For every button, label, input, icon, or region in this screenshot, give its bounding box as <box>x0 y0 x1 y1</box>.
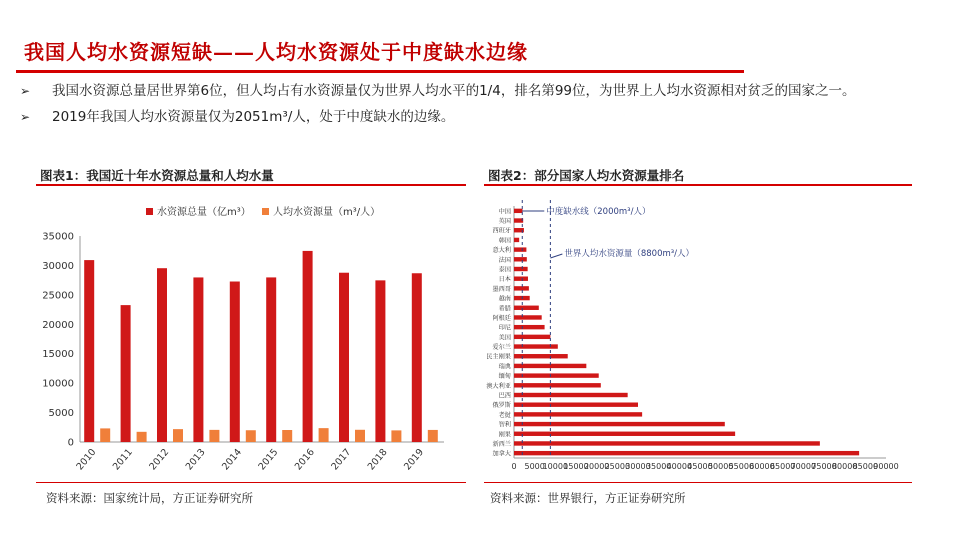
bar-country <box>514 412 642 416</box>
bar-per-capita <box>319 428 329 442</box>
x-tick-label: 2016 <box>292 446 317 473</box>
bar-country <box>514 276 528 280</box>
figure-1-rule <box>36 184 466 186</box>
legend-label-per-capita: 人均水资源量（m³/人） <box>273 207 381 218</box>
country-label: 爱尔兰 <box>492 344 511 352</box>
y-tick-label: 15000 <box>42 349 74 361</box>
country-label: 墨西哥 <box>492 285 511 293</box>
country-label: 刚果 <box>498 431 511 439</box>
bar-total-water <box>266 277 276 442</box>
bar-total-water <box>157 268 167 442</box>
bar-country <box>514 267 528 271</box>
x-tick-label: 45000 <box>687 462 713 471</box>
bar-country <box>514 432 735 436</box>
figure-2-rule <box>484 184 912 186</box>
bar-per-capita <box>246 430 256 442</box>
figure-2-bottom-rule <box>484 482 912 483</box>
country-label: 韩国 <box>498 237 511 245</box>
figure-1-source: 资料来源：国家统计局，方正证券研究所 <box>46 491 253 505</box>
page-title: 我国人均水资源短缺——人均水资源处于中度缺水边缘 <box>24 40 528 64</box>
bar-total-water <box>230 282 240 442</box>
x-tick-label: 75000 <box>811 462 837 471</box>
x-tick-label: 10000 <box>542 462 569 471</box>
y-tick-label: 5000 <box>48 408 74 420</box>
country-label: 民主刚果 <box>486 353 511 361</box>
x-tick-label: 80000 <box>831 462 858 471</box>
country-label: 瑞典 <box>498 363 511 371</box>
x-tick-label: 25000 <box>604 462 631 471</box>
arrow-bullet-icon: ➢ <box>20 110 31 124</box>
annotation-label: 中度缺水线（2000m³/人） <box>546 207 651 217</box>
bullet-item-1 <box>20 80 900 102</box>
x-tick-label: 30000 <box>625 462 651 471</box>
x-tick-label: 20000 <box>583 462 610 471</box>
bar-country <box>514 247 526 251</box>
bar-per-capita <box>100 428 110 442</box>
bar-per-capita <box>209 430 219 442</box>
bar-per-capita <box>428 430 438 442</box>
bar-country <box>514 451 859 455</box>
x-tick-label: 0 <box>511 462 517 471</box>
country-label: 日本 <box>498 276 511 284</box>
country-label: 中国 <box>498 208 511 216</box>
bar-total-water <box>121 305 131 442</box>
y-tick-label: 35000 <box>42 231 74 243</box>
country-label: 意大利 <box>492 247 511 255</box>
x-tick-label: 2012 <box>147 446 172 473</box>
figure-1-bottom-rule <box>36 482 466 483</box>
bullet-text-2: 2019年我国人均水资源量仅为2051m³/人，处于中度缺水的边缘。 <box>52 109 455 125</box>
chart-water-resources <box>36 192 466 480</box>
x-tick-label: 65000 <box>769 462 796 471</box>
y-tick-label: 20000 <box>42 319 74 331</box>
country-label: 泰国 <box>498 266 511 274</box>
country-label: 智利 <box>498 421 511 429</box>
bar-country <box>514 441 820 445</box>
bar-country <box>514 238 519 242</box>
country-label: 希腊 <box>498 305 511 313</box>
x-tick-label: 60000 <box>749 462 775 471</box>
figure-2-title: 图表2：部分国家人均水资源量排名 <box>488 168 685 183</box>
country-label: 法国 <box>498 256 511 264</box>
x-tick-label: 2010 <box>74 446 99 473</box>
bar-per-capita <box>355 430 365 442</box>
country-label: 越南 <box>498 295 511 303</box>
figure-1-title: 图表1：我国近十年水资源总量和人均水量 <box>40 168 274 183</box>
bar-total-water <box>375 280 385 442</box>
figure-2-source: 资料来源：世界银行，方正证券研究所 <box>490 491 686 505</box>
y-tick-label: 25000 <box>42 290 74 302</box>
x-tick-label: 55000 <box>728 462 755 471</box>
country-label: 老挝 <box>498 411 511 419</box>
x-tick-label: 85000 <box>852 462 879 471</box>
bar-country <box>514 402 638 406</box>
country-label: 印尼 <box>498 324 511 332</box>
bullet-item-2 <box>20 106 900 128</box>
bullet-text-1: 我国水资源总量居世界第6位，但人均占有水资源量仅为世界人均水平的1/4，排名第99位，为世界上人均水资源相对贫乏的国家之一。 <box>52 83 856 99</box>
x-tick-label: 2014 <box>220 446 245 473</box>
bar-country <box>514 325 545 329</box>
country-label: 英国 <box>498 218 511 226</box>
arrow-bullet-icon: ➢ <box>20 84 31 98</box>
bar-per-capita <box>391 430 401 442</box>
country-label: 澳大利亚 <box>486 382 511 390</box>
x-tick-label: 2013 <box>183 446 208 473</box>
bar-total-water <box>303 251 313 442</box>
bar-country <box>514 373 599 377</box>
x-tick-label: 35000 <box>645 462 672 471</box>
bar-country <box>514 286 529 290</box>
title-divider <box>16 70 744 73</box>
bar-total-water <box>193 277 203 442</box>
country-label: 缅甸 <box>498 373 511 381</box>
bar-country <box>514 306 539 310</box>
bar-country <box>514 393 628 397</box>
chart-per-capita-ranking <box>484 192 910 480</box>
x-tick-label: 2011 <box>110 446 135 473</box>
annotation-label: 世界人均水资源量（8800m³/人） <box>564 249 695 259</box>
bar-country <box>514 257 527 261</box>
legend-swatch-per-capita <box>262 208 269 215</box>
bar-country <box>514 335 550 339</box>
bar-per-capita <box>282 430 292 442</box>
country-label: 美国 <box>498 334 511 342</box>
x-tick-label: 2019 <box>402 446 427 473</box>
y-tick-label: 0 <box>67 437 74 449</box>
x-tick-label: 2017 <box>329 446 354 473</box>
x-tick-label: 15000 <box>563 462 589 471</box>
x-tick-label: 5000 <box>524 462 545 471</box>
y-tick-label: 10000 <box>42 378 74 390</box>
country-label: 巴西 <box>498 392 511 400</box>
bar-country <box>514 383 601 387</box>
x-tick-label: 90000 <box>873 462 899 471</box>
country-label: 俄罗斯 <box>492 402 511 410</box>
x-tick-label: 2018 <box>365 446 390 473</box>
x-tick-label: 50000 <box>707 462 734 471</box>
bar-country <box>514 315 542 319</box>
legend-label-total: 水资源总量（亿m³） <box>157 207 251 218</box>
bar-total-water <box>412 273 422 442</box>
x-tick-label: 2015 <box>256 446 281 473</box>
bar-country <box>514 422 725 426</box>
x-tick-label: 70000 <box>790 462 817 471</box>
legend-swatch-total <box>146 208 153 215</box>
bar-per-capita <box>137 432 147 442</box>
country-label: 西班牙 <box>492 227 511 235</box>
bar-total-water <box>84 260 94 442</box>
bar-total-water <box>339 273 349 442</box>
bar-country <box>514 344 558 348</box>
bullet-list <box>20 80 900 132</box>
annotation-arrow <box>550 254 562 258</box>
bar-per-capita <box>173 429 183 442</box>
x-tick-label: 40000 <box>666 462 693 471</box>
country-label: 阿根廷 <box>492 314 511 322</box>
y-tick-label: 30000 <box>42 260 74 272</box>
bar-country <box>514 209 522 213</box>
country-label: 加拿大 <box>492 450 511 458</box>
country-label: 新西兰 <box>492 440 511 448</box>
